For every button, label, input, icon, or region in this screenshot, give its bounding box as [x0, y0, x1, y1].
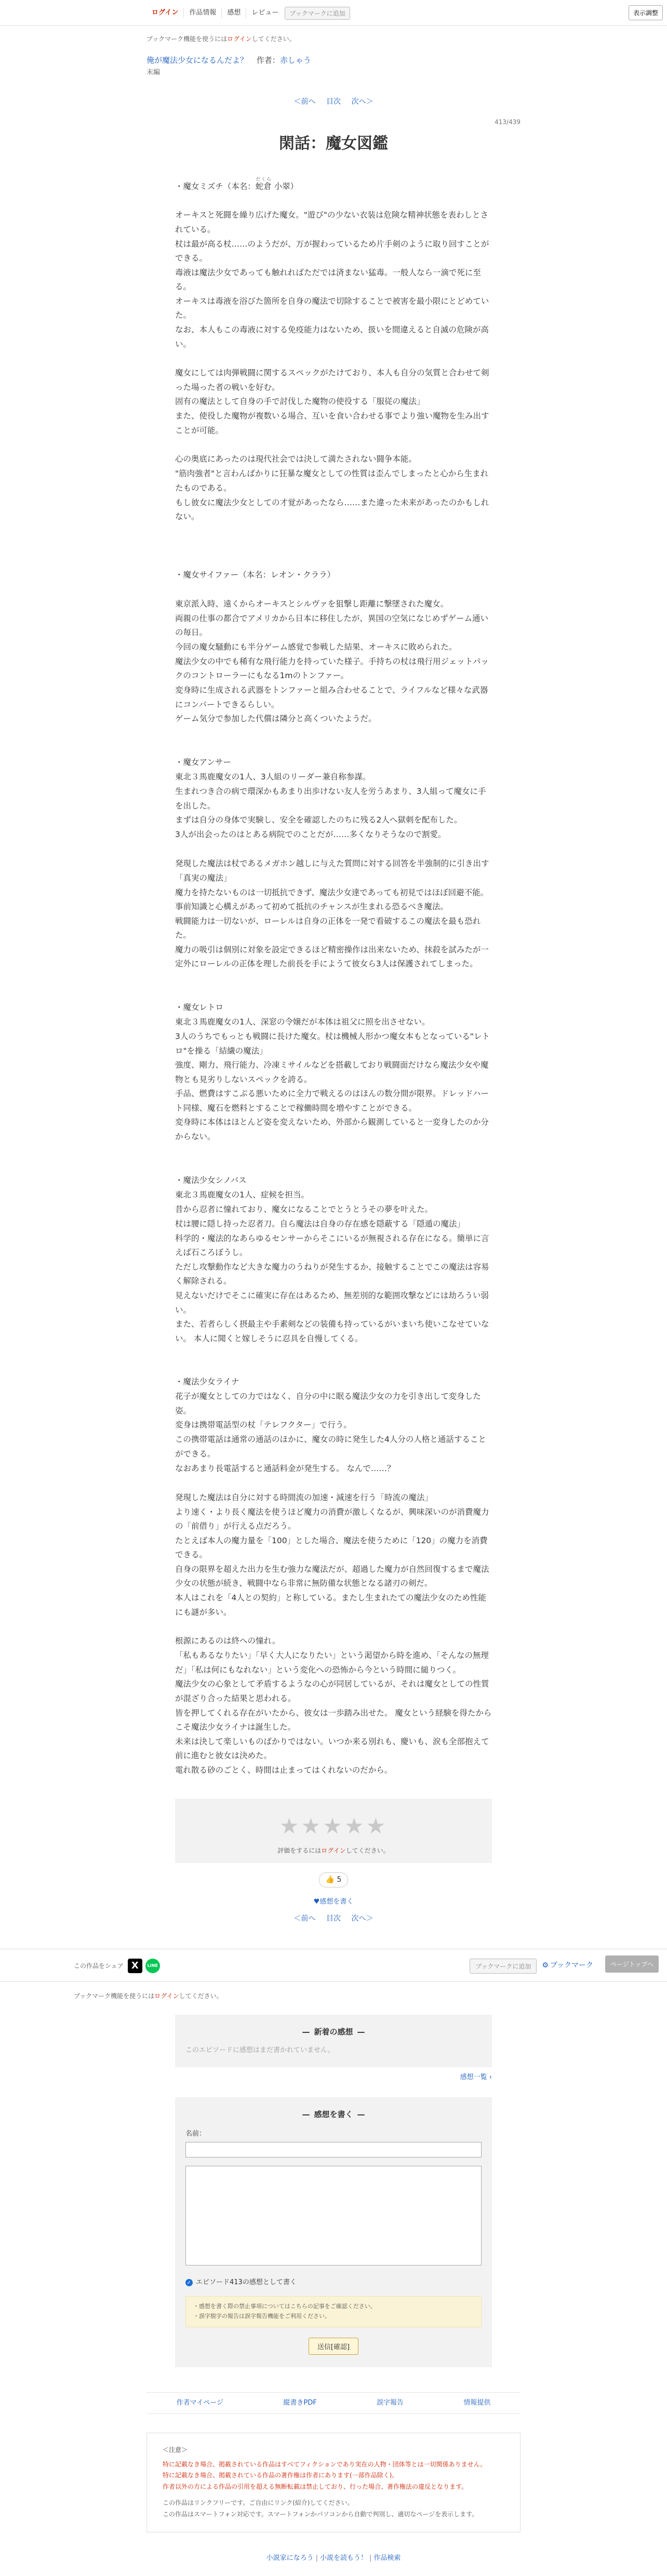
body-paragraph: 生まれつき合の病で環深かもあまり出歩けない友人を労うあまり、3人組って魔女に手を出した。	[175, 787, 486, 811]
notice-text: してください。	[251, 35, 296, 43]
notes-line: 特に記載なき場合、掲載されている作品はすべてフィクションであり実在の人物・団体等とは一切関係ありません。	[163, 2460, 487, 2468]
body-paragraph: 3人のうちでもっとも戦闘に長けた魔女。杖は機械人形かつ魔女本もとなっている"レトロ"を操る「結繊の魔法」	[175, 1032, 490, 1056]
body-paragraph: 手品、燃費はすこぶる悪いために全力で戦えるのはほんの数分間が限界。ドレッドハート同様、魔石を燃料とすることで稼働時間を増やすことができる。	[175, 1089, 489, 1113]
body-paragraph: 花子が魔女としての力ではなく、自分の中に眠る魔法少女の力を引き出して変身した姿。	[175, 1392, 481, 1415]
body-paragraph	[175, 194, 492, 208]
body-paragraph: 魔法少女の心象として矛盾するようなの心が同居しているが、それは魔女としての性質が混ざり合った結果と思われる。	[175, 1679, 489, 1703]
notes-heading: ＜注意＞	[163, 2446, 188, 2453]
dash: —	[357, 2027, 365, 2036]
body-paragraph	[175, 1620, 492, 1634]
submit-row	[185, 2338, 482, 2355]
body-paragraph	[175, 842, 492, 857]
body-paragraph: より速く・より長く魔法を使うほど魔力の消費が激しくなるが、興味深いのが消費魔力の「前借り」が行える点だろう。	[175, 1507, 489, 1531]
rating-note-text: してください。	[345, 1846, 390, 1854]
reaction-count: 5	[337, 1875, 342, 1884]
name-input[interactable]	[185, 2142, 482, 2157]
body-paragraph: 見えないだけでそこに確実に存在はあるため、無差別的な範囲攻撃などには劫ろうい弱い。	[175, 1290, 489, 1315]
title-text: 感想を書く	[314, 2110, 353, 2120]
bookmark-login-notice	[146, 34, 521, 44]
site-header	[0, 0, 667, 26]
site-link-yomou[interactable]: 小説を読もう！	[319, 2554, 367, 2562]
next-link[interactable]: 次へ＞	[351, 97, 373, 106]
body-paragraph: 科学的・魔法的なあらゆるセンサーからそこにいるが無視される存在になる。簡単に言えば石ころぼうし。	[175, 1233, 489, 1258]
ruby-base: 蛇倉	[255, 181, 272, 191]
gear-icon: ⚙	[542, 1961, 549, 1970]
notes-line: この作品はスマートフォン対応です。スマートフォンかパソコンから自動で判別し、適切なページを表示します。	[163, 2510, 478, 2518]
body-paragraph	[175, 1476, 492, 1491]
notes-line: 特に記載なき場合、掲載されている作品の著作権は作者にあります(一部作品除く)。	[163, 2472, 398, 2479]
dash: —	[302, 2027, 310, 2036]
body-paragraph	[175, 352, 492, 366]
body-paragraph: ただし攻撃動作など大きな魔力のうねりが発生するか、接触することでこの魔法は容易く解除される。	[175, 1262, 489, 1286]
notice-login-link[interactable]: ログイン	[227, 35, 252, 43]
works-info-link[interactable]: 作品情報	[184, 8, 222, 18]
header-nav	[146, 0, 521, 26]
next-link[interactable]: 次へ＞	[351, 1914, 373, 1923]
checkbox-label: エピソード413の感想として書く	[196, 2278, 297, 2287]
episode-number: 413/439	[495, 118, 521, 126]
body-paragraph: 未来は決して楽しいものばかりではない。いつか来る別れも、慶いも、涙も全部抱えて前に進むと彼女は決めた。	[175, 1736, 489, 1761]
body-paragraph	[175, 438, 492, 452]
typo-report-link[interactable]: 誤字報告	[377, 2398, 404, 2407]
body-paragraph: 3人が出会ったのはとある病院でのことだが……多くなりそうなので割愛。	[175, 830, 446, 840]
body-paragraph: 東北３馬鹿魔女の1人、深窓の令嬢だが本体は祖父に照を出させない。	[175, 1017, 430, 1027]
body-paragraph: この携帯電話は通常の通話のほかに、魔女の時に発生した4人分の人格と通話することができる。	[175, 1435, 486, 1459]
comment-login-notice	[74, 1991, 593, 2001]
body-paragraph: 発現した魔法は自分に対する時間流の加速・減速を行う「時流の魔法」	[175, 1492, 433, 1502]
body-paragraph: 戦闘能力は一切ないが、ローレルは自身の正体を一発で看破するこの魔法を最も恐れた。	[175, 916, 481, 940]
comment-list-row	[175, 2072, 492, 2083]
check-icon[interactable]: ✓	[185, 2279, 193, 2286]
body-paragraph: ・魔女サイファー（本名：レオン・クララ）	[175, 570, 336, 579]
toc-link[interactable]: 目次	[326, 1914, 341, 1923]
body-paragraph: 自身の限界を超えた出力を生む強力な魔法だが、超過した魔力が自然回復するまで魔法少女の状態が続き、戦闘中なら非常に無防備な状態となる諸刃の剣だ。	[175, 1564, 489, 1588]
body-paragraph: "筋肉強者"と言わんばかりに狂暴な魔女としての性質は歪んでしまったと心から生まれたものである。	[175, 469, 489, 493]
bottom-nav	[146, 2553, 521, 2576]
body-paragraph: もし彼女に魔法少女としての才覚があったなら……また違った未来があったのかもしれない。	[175, 497, 489, 522]
comment-list-link[interactable]: 感想一覧 ›	[460, 2073, 492, 2081]
body-paragraph: なお、本人もこの毒液に対する免疫能力はないため、扱いを間違えると自滅の危険が高い。	[175, 325, 489, 349]
body-paragraph: オーキスは毒液を浴びた箇所を自身の魔法で切除することで被害を最小限にとどめていた。	[175, 296, 489, 320]
site-link-search[interactable]: 作品検索	[373, 2554, 401, 2562]
bottom-pager	[0, 1913, 667, 1925]
body-paragraph	[175, 1346, 492, 1360]
page-top-button[interactable]: ページトップへ	[605, 1955, 659, 1973]
caution-box	[185, 2296, 482, 2327]
write-comment-row	[0, 1897, 667, 1907]
new-comments-box	[175, 2015, 492, 2067]
notice-text: ブックマーク機能を使うには	[74, 1992, 155, 2000]
body-paragraph: なおあまり長電話すると通話料金が発生する。 なんで……？	[175, 1463, 395, 1473]
body-paragraph	[175, 539, 492, 554]
notes-line: 作者以外の方による作品の引用を超える無断転載は禁止しており、行った場合、著作権法の違反となります。	[163, 2483, 468, 2490]
body-paragraph: 強度、剛力、飛行能力、冷凍ミサイルなどを搭載しており戦闘面だけなら魔法少女や魔物とも見劣りしないスペックを誇る。	[175, 1060, 489, 1084]
work-status: 末編	[146, 68, 161, 76]
toc-link[interactable]: 目次	[326, 97, 341, 106]
chapter-title: 閑話：魔女図鑑	[279, 134, 388, 153]
body-text: ・魔女ミズチ（本名：	[175, 181, 256, 191]
write-comment-link[interactable]: ♥感想を書く	[313, 1898, 354, 1906]
name-label: 名前：	[185, 2130, 206, 2138]
body-paragraph	[175, 726, 492, 741]
notice-text: ブックマーク機能を使うには	[146, 35, 228, 43]
bookmark-link-label: ブックマーク	[550, 1961, 593, 1970]
x-share-icon[interactable]: X	[128, 1959, 142, 1973]
top-pager	[146, 97, 521, 108]
body-paragraph	[175, 1144, 492, 1159]
body-paragraph	[175, 1159, 492, 1174]
body-paragraph: 魔力を持たないものは一切抵抗できず、魔法少女達であっても初見ではほぼ回避不能。事前知識と心構えがあって初めて抵抗のチャンスが生まれる恐るべき魔法。	[175, 887, 489, 912]
work-title-link[interactable]: 俺が魔法少女になるんだよ？	[146, 55, 248, 65]
rating-note-text: 評価をするには	[277, 1846, 322, 1854]
body-paragraph: ・魔女アンサー	[175, 758, 231, 767]
body-paragraph: ・魔法少女シノバス	[175, 1175, 247, 1185]
body-paragraph	[175, 741, 492, 756]
body-paragraph: 心の奥底にあったのは現代社会では決して満たされない闘争本能。	[175, 454, 417, 464]
caution-line: ・誤字脱字の報告は誤字報告機能をご利用ください。	[193, 2313, 330, 2320]
work-title-row	[146, 55, 521, 66]
body-paragraph: また、若者らしく摂最主や手素剣などの装備も持っているがいまいち使いこなせていない。 本人に聞くと嫁しそうに忍具を自慢してくる。	[175, 1319, 489, 1343]
site-link-narou[interactable]: 小説家になろう	[266, 2554, 314, 2562]
body-paragraph: 変身時に本体はほとんど姿を変えないため、外部から観測していると一変身したのか分からない。	[175, 1117, 489, 1142]
footer-links	[146, 2392, 521, 2414]
bookmark-add-button[interactable]: ブックマークに追加	[285, 7, 350, 20]
body-paragraph: たとえば本人の魔力量を「100」とした場合、魔法を使うために「120」の魔力を消費できる。	[175, 1535, 488, 1560]
separator: |	[315, 2554, 318, 2562]
novel-body	[175, 177, 492, 1778]
ruby-reading: だくら	[255, 177, 272, 182]
no-comments-text: このエピソードに感想はまだ書かれていません。	[185, 2046, 335, 2054]
body-paragraph: 発現した魔法は杖であるメガホン越しに与えた質問に対する回答を半強制的に引き出す「真実の魔法」	[175, 859, 489, 883]
body-paragraph	[175, 524, 492, 539]
body-paragraph	[175, 583, 492, 597]
form-title	[185, 2109, 482, 2121]
body-paragraph: 変身は携帯電話型の杖「テレフクター」で行う。	[175, 1420, 352, 1430]
body-paragraph: ゲーム気分で参加した代償は隣分と高くついたようだ。	[175, 714, 377, 724]
caution-line: ・感想を書く際の禁止事項についてはこちらの記事をご確認ください。	[193, 2303, 376, 2310]
body-paragraph: 杖は最が高る杖……のようだが、万が握わっているため片手剣のように取り回すことができる。	[175, 239, 489, 263]
body-paragraph: 両親の仕事の都合でアメリカから日本に移住したが、異国の空気になじめずゲーム通いの毎日。	[175, 613, 488, 638]
author-label: 作者：	[256, 55, 280, 65]
main-container	[146, 34, 521, 1778]
comment-textarea[interactable]	[185, 2166, 482, 2265]
body-paragraph: ・魔法少女ライナ	[175, 1377, 239, 1387]
body-paragraph: 今回の魔女騒動にも半分ゲーム感覚で参戦した結果、オーキスに敗められた。	[175, 642, 457, 652]
bookmark-add-button[interactable]: ブックマークに追加	[470, 1959, 537, 1974]
reaction-button[interactable]	[319, 1872, 349, 1888]
body-paragraph: 昔から忍者に憧れており、魔女になることでとうとうその夢を叶えた。	[175, 1204, 433, 1214]
body-paragraph: 杖は腰に隠し持った忍者刀。自ら魔法は自身の存在感を隠蔽する「隠遁の魔法」	[175, 1219, 465, 1229]
notes-line: この作品はリンクフリーです。ご自由にリンク(紹介)してください。	[163, 2499, 354, 2507]
body-paragraph: 東北３馬鹿魔女の1人、症候を担当。	[175, 1190, 309, 1199]
body-paragraph: 魔力の吸引は個別に対象を設定できるほど精密操作は出来ないため、抹殺を試みたが一定外にローレルの正体を理した前長を手にようて彼女ら3人は保護されてしまった。	[175, 945, 489, 969]
separator: |	[369, 2554, 372, 2562]
body-paragraph	[175, 986, 492, 1001]
body-paragraph	[175, 972, 492, 986]
body-paragraph	[175, 177, 492, 194]
review-link[interactable]: レビュー	[251, 8, 279, 17]
body-paragraph: 東京派入時、遠くからオーキスとシルヴァを狙撃し距離に撃墜された魔女。	[175, 599, 449, 609]
thumbs-up-icon: 👍	[325, 1875, 335, 1884]
body-paragraph: 東北３馬鹿魔女の1人、3人組のリーダー兼自称参謀。	[175, 772, 371, 782]
body-paragraph: また、使役した魔物が複数いる場合、互いを食い合わせる事でより強い魔物を生み出すことが可能。	[175, 411, 489, 435]
info-provide-link[interactable]: 情報提供	[463, 2398, 491, 2407]
bookmark-link[interactable]	[542, 1960, 593, 1972]
body-paragraph: まずは自分の身体で実験し、安全を確認したのちに残る2人へ獄刺を配布した。	[175, 815, 462, 825]
body-paragraph	[175, 554, 492, 568]
share-bar	[0, 1949, 667, 1982]
dash: —	[357, 2110, 365, 2120]
rating-stars[interactable]: ★★★★★	[279, 1813, 388, 1839]
submit-button[interactable]: 送信[確認]	[309, 2338, 358, 2355]
body-paragraph: 電れ散る砂のごとく、時間は止まってはくれないのだから。	[175, 1765, 393, 1775]
body-text: 小翠）	[271, 181, 299, 191]
share-label: この作品をシェア	[74, 1962, 124, 1970]
notice-login-link[interactable]: ログイン	[154, 1992, 179, 2000]
body-paragraph: 魔法少女の中でも稀有な飛行能力を持っていた様子。手持ちの杖は飛行用ジェットパックのコントローラーにもなる1mのトンファー。	[175, 656, 489, 681]
notes-box	[146, 2433, 521, 2532]
body-paragraph: 根源にあるのは終への憧れ。	[175, 1636, 281, 1646]
share-inner	[74, 1949, 593, 1982]
body-paragraph: 変身時に生成される武器をトンファーと組み合わせることで、ライフルなど様々な武器にコンバートできるらしい。	[175, 685, 488, 709]
rating-login-link[interactable]: ログイン	[321, 1846, 346, 1854]
body-paragraph	[175, 1360, 492, 1375]
prev-link[interactable]: ＜前へ	[294, 97, 316, 106]
reaction-row	[0, 1872, 667, 1888]
vertical-pdf-link[interactable]: 縦書きPDF	[283, 2398, 317, 2407]
dash: —	[302, 2110, 310, 2120]
episode-checkbox-row[interactable]	[185, 2277, 482, 2288]
body-paragraph: 本人はこれを「4人との契約」と称している。またし生まれたての魔法少女のため性能にも謎が多い。	[175, 1593, 486, 1617]
rating-box	[175, 1799, 492, 1863]
new-comments-title	[185, 2026, 482, 2038]
body-paragraph: オーキスと死闘を繰り広げた魔女。"遊び"の少ない衣装は危険な精神状態を表わしとされている。	[175, 210, 488, 234]
comments-link[interactable]: 感想	[222, 8, 246, 18]
body-paragraph: 毒液は魔法少女であっても触れればただでは済まない猛毒。一般人なら一滴で死に至る。	[175, 267, 481, 292]
ruby-name	[255, 177, 272, 191]
body-paragraph: 魔女にしては肉弾戦闘に関するスペックがたけており、本人も自分の気質と合わせて剣った場った者の戦いを好む。	[175, 368, 489, 392]
line-share-icon[interactable]: LINE	[145, 1959, 160, 1973]
author-mypage-link[interactable]: 作者マイページ	[176, 2398, 224, 2407]
title-text: 新着の感想	[314, 2027, 353, 2036]
prev-link[interactable]: ＜前へ	[294, 1914, 316, 1923]
comment-form	[175, 2097, 492, 2367]
display-settings-button[interactable]: 表示調整	[629, 5, 663, 20]
login-link[interactable]: ログイン	[146, 8, 184, 18]
body-paragraph: 固有の魔法として自身の手で討伐した魔物の使役する「服従の魔法」	[175, 397, 425, 407]
rating-login-note	[175, 1846, 492, 1856]
body-paragraph: 皆を押してくれる存在がいたから、彼女は一歩踏み出せた。 魔女という経験を得たからこそ魔法少女ライナは誕生した。	[175, 1708, 492, 1732]
notice-text: してください。	[179, 1992, 223, 2000]
body-paragraph: ・魔女レトロ	[175, 1003, 224, 1012]
body-paragraph: 「私もあるなりたい」「早く大人になりたい」という渇望から時を進め、「そんなの無理だ」「私は何にもなれない」という変化への恐怖から今という時間に縋りつく。	[175, 1651, 489, 1675]
author-link[interactable]: 赤しゃう	[279, 55, 311, 65]
